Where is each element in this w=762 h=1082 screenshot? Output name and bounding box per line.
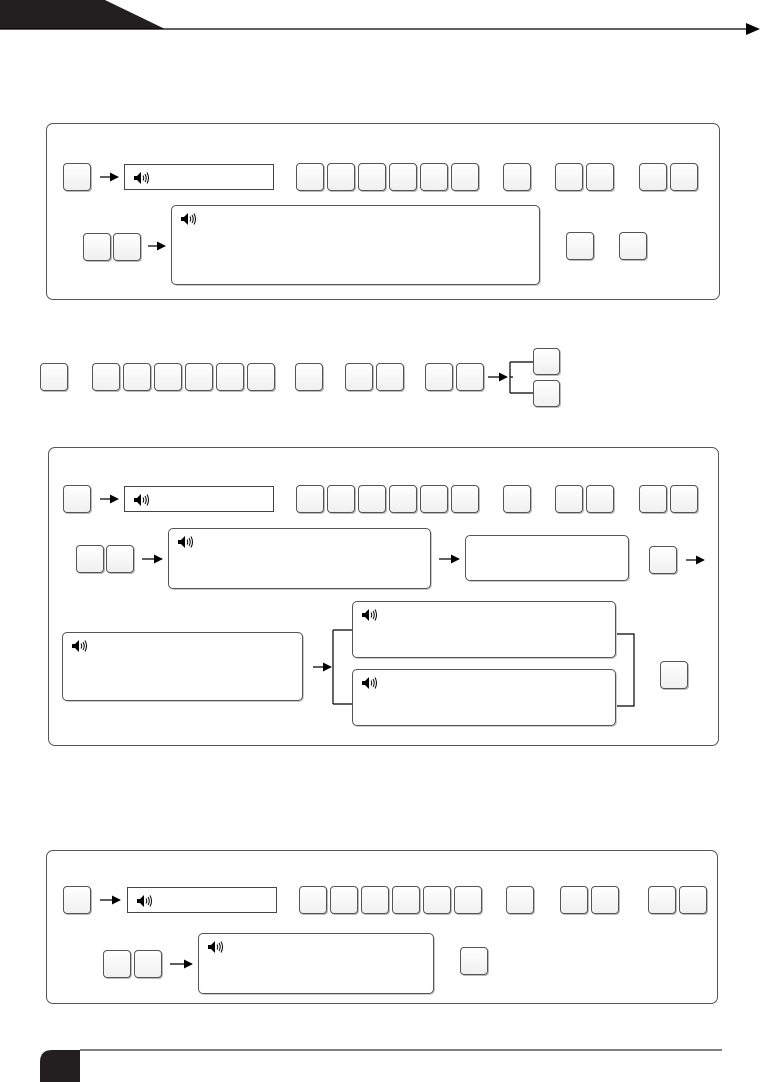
voice-message-box xyxy=(62,632,303,701)
key[interactable] xyxy=(420,163,448,191)
speaker-icon xyxy=(136,894,153,908)
branch-connector xyxy=(510,362,533,393)
speaker-icon xyxy=(133,171,150,185)
key[interactable] xyxy=(345,363,373,391)
key[interactable] xyxy=(586,163,614,191)
speaker-icon xyxy=(361,676,378,690)
key[interactable] xyxy=(358,163,386,191)
speaker-icon xyxy=(361,608,378,622)
key[interactable] xyxy=(296,485,324,513)
key[interactable] xyxy=(134,950,162,978)
key[interactable] xyxy=(460,947,488,975)
speaker-icon xyxy=(133,493,150,507)
speaker-icon xyxy=(71,639,88,653)
key[interactable] xyxy=(649,546,677,574)
key[interactable] xyxy=(63,886,91,914)
key[interactable] xyxy=(451,163,479,191)
header-tab xyxy=(0,0,165,29)
key[interactable] xyxy=(506,886,534,914)
key[interactable] xyxy=(451,485,479,513)
key[interactable] xyxy=(670,163,698,191)
key[interactable] xyxy=(560,886,588,914)
speaker-icon xyxy=(207,940,224,954)
key[interactable] xyxy=(361,886,389,914)
voice-message-box xyxy=(171,205,540,285)
key[interactable] xyxy=(648,886,676,914)
key[interactable] xyxy=(679,886,707,914)
key[interactable] xyxy=(555,163,583,191)
voice-prompt-box xyxy=(127,887,277,913)
key[interactable] xyxy=(92,363,120,391)
key[interactable] xyxy=(591,886,619,914)
key[interactable] xyxy=(423,886,451,914)
key[interactable] xyxy=(533,380,560,407)
key[interactable] xyxy=(555,485,583,513)
key[interactable] xyxy=(83,233,111,261)
key[interactable] xyxy=(63,485,91,513)
key[interactable] xyxy=(330,886,358,914)
key[interactable] xyxy=(185,363,213,391)
key[interactable] xyxy=(456,363,484,391)
key[interactable] xyxy=(327,485,355,513)
key[interactable] xyxy=(295,363,323,391)
key[interactable] xyxy=(639,485,667,513)
key[interactable] xyxy=(660,661,688,689)
header-arrow-icon xyxy=(746,23,760,35)
key[interactable] xyxy=(420,485,448,513)
speaker-icon xyxy=(180,212,197,226)
key[interactable] xyxy=(358,485,386,513)
key[interactable] xyxy=(327,163,355,191)
key[interactable] xyxy=(670,485,698,513)
key[interactable] xyxy=(296,163,324,191)
key[interactable] xyxy=(533,348,560,375)
key[interactable] xyxy=(154,363,182,391)
voice-prompt-box xyxy=(124,486,274,512)
speaker-icon xyxy=(177,535,194,549)
voice-option-box xyxy=(352,601,616,658)
voice-message-box xyxy=(198,933,434,994)
voice-option-box xyxy=(352,669,616,726)
display-box xyxy=(465,535,629,581)
key[interactable] xyxy=(216,363,244,391)
key[interactable] xyxy=(247,363,275,391)
key[interactable] xyxy=(566,232,594,260)
key[interactable] xyxy=(586,485,614,513)
key[interactable] xyxy=(503,485,531,513)
key[interactable] xyxy=(76,545,104,573)
key[interactable] xyxy=(425,363,453,391)
key[interactable] xyxy=(113,233,141,261)
key[interactable] xyxy=(639,163,667,191)
key[interactable] xyxy=(63,163,91,191)
key[interactable] xyxy=(106,545,134,573)
key[interactable] xyxy=(389,485,417,513)
key[interactable] xyxy=(376,363,404,391)
key[interactable] xyxy=(454,886,482,914)
key[interactable] xyxy=(299,886,327,914)
voice-message-box xyxy=(168,528,431,589)
key[interactable] xyxy=(392,886,420,914)
voice-prompt-box xyxy=(124,164,274,190)
key[interactable] xyxy=(103,950,131,978)
key[interactable] xyxy=(40,363,68,391)
key[interactable] xyxy=(503,163,531,191)
footer-tab xyxy=(40,1050,80,1082)
key[interactable] xyxy=(619,232,647,260)
header-graphic xyxy=(0,0,762,40)
key[interactable] xyxy=(123,363,151,391)
key[interactable] xyxy=(389,163,417,191)
